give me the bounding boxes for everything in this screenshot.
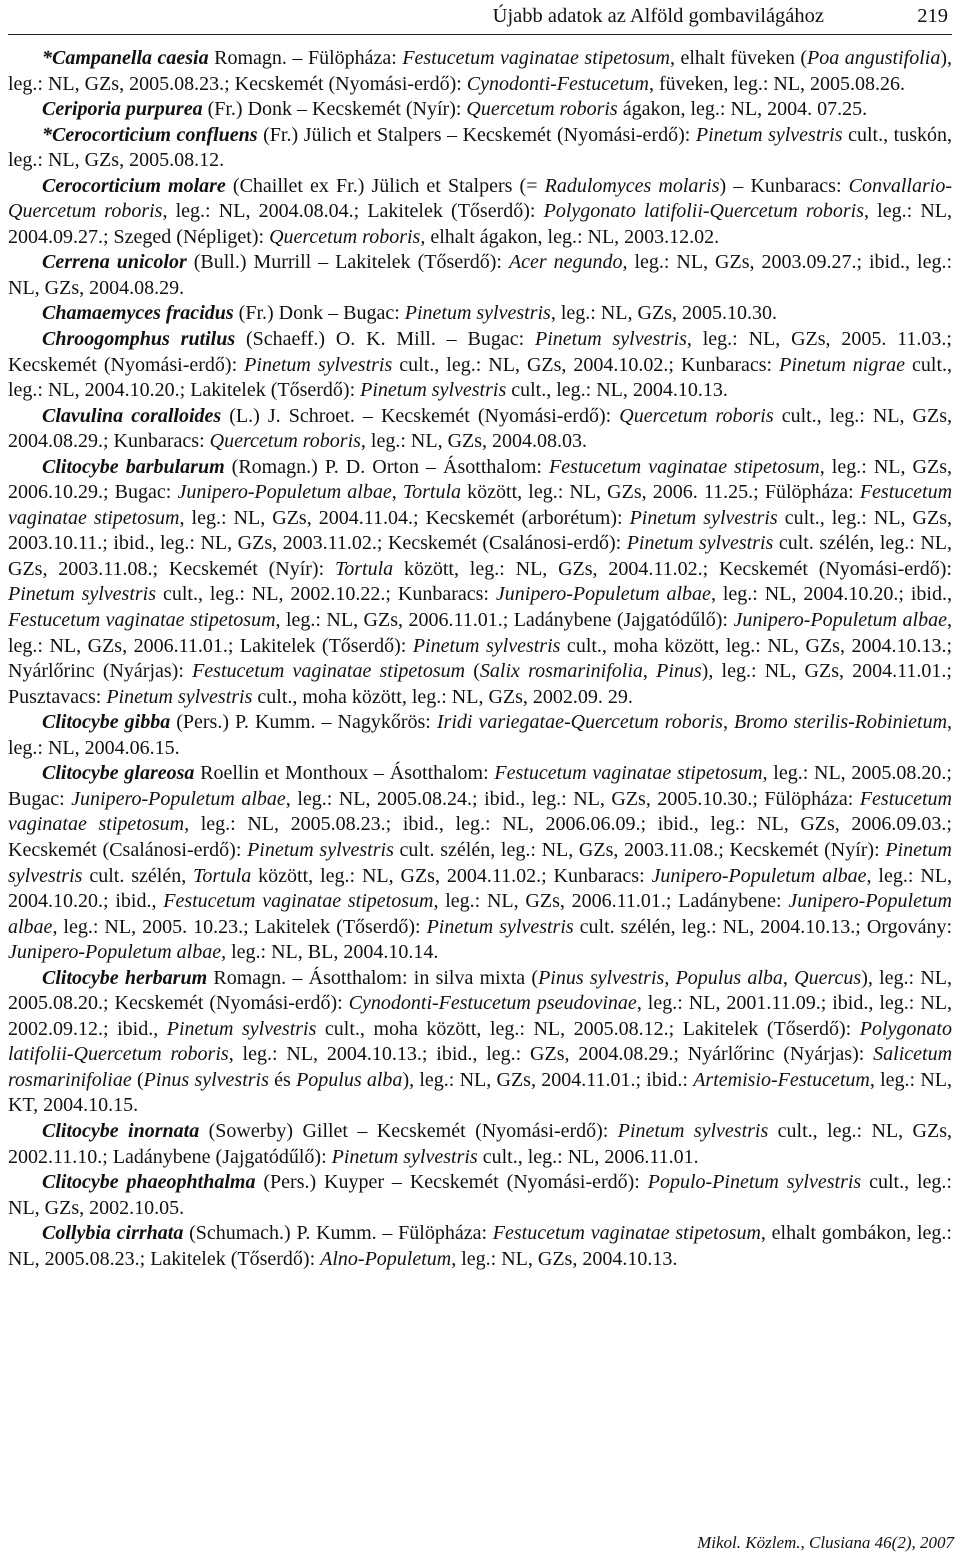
record-text: ), leg.: NL, GZs, 2004.11.01.; Pusztavacs:	[8, 660, 952, 708]
species-entry	[8, 1119, 952, 1170]
record-text: cult., moha között, leg.: NL, GZs, 2004.10.13.; Nyárlőrinc (Nyárjas):	[8, 634, 952, 683]
record-text: , leg.: NL, 2004.06.15.	[8, 711, 953, 759]
record-text: (Fr.) Donk – Kecskemét (Nyír):	[202, 98, 467, 121]
record-text: , leg.: NL, GZs, 2004.08.03.	[360, 430, 588, 453]
record-text: , leg.: NL, GZs, 2006.11.01.; Ladánybene:	[433, 890, 789, 913]
habitat-name: Pinetum sylvestris	[360, 379, 507, 402]
record-text: , elhalt ágakon, leg.: NL, 2003.12.02.	[420, 225, 720, 248]
record-text: között, leg.: NL, GZs, 2004.11.02.; Kunbaracs:	[251, 864, 652, 887]
record-text: , leg.: NL, GZs, 2005.10.30.	[550, 302, 777, 325]
habitat-name: Pinetum sylvestris	[331, 1145, 478, 1168]
record-text: , leg.: NL, KT, 2004.10.15.	[8, 1068, 952, 1117]
record-text: ), leg.: NL, GZs, 2005.08.23.; Kecskemét (Nyomási-erdő):	[8, 47, 952, 95]
habitat-name: Cynodonti-Festucetum pseudovinae	[348, 992, 637, 1015]
habitat-name: Junipero-Populetum albae	[177, 481, 392, 504]
record-text: , leg.: NL, 2004.10.20.; ibid.,	[8, 864, 952, 913]
habitat-name: Tortula	[402, 481, 462, 504]
species-entry	[8, 301, 952, 327]
habitat-name: Radulomyces molaris	[544, 174, 720, 197]
record-text: (L.) J. Schroet. – Kecskemét (Nyomási-erdő):	[221, 404, 620, 427]
species-name: *Campanella caesia	[42, 47, 209, 69]
record-text: , elhalt füveken (	[669, 47, 808, 69]
habitat-name: Pinetum sylvestris	[535, 328, 687, 351]
species-name: Cerocorticium molare	[42, 174, 226, 197]
record-text: ,	[664, 966, 676, 989]
species-name: Clitocybe gibba	[42, 711, 171, 734]
species-entry	[8, 46, 952, 97]
habitat-name: Pinetum sylvestris	[695, 123, 843, 146]
record-text: , leg.: NL, GZs, 2006.11.01.; Ladánybene (Jajgatódűlő):	[275, 609, 734, 632]
record-text: között, leg.: NL, GZs, 2004.11.02.; Kecskemét (Nyomási-erdő):	[393, 557, 952, 580]
record-text: ,	[722, 711, 734, 734]
habitat-name: Pinus sylvestris	[143, 1068, 269, 1091]
habitat-name: Iridi variegatae-Quercetum roboris	[436, 711, 723, 734]
habitat-name: Populo-Pinetum sylvestris	[647, 1171, 862, 1194]
record-text: cult., leg.: NL, GZs, 2002.11.10.; Ladánybene (Jajgatódűlő):	[8, 1119, 952, 1168]
habitat-name: Quercetum roboris	[619, 404, 774, 427]
record-text: (Bull.) Murrill – Lakitelek (Tőserdő):	[186, 251, 509, 274]
species-entry	[8, 327, 952, 404]
species-name: Clavulina coralloides	[42, 404, 222, 427]
record-text: ágakon, leg.: NL, 2004. 07.25.	[617, 98, 868, 121]
habitat-name: Festucetum vaginatae stipetosum	[8, 787, 952, 836]
species-name: Chroogomphus rutilus	[42, 328, 236, 351]
habitat-name: Convallario-Quercetum roboris	[8, 174, 952, 223]
habitat-name: Quercetum roboris	[209, 430, 361, 453]
habitat-name: Artemisio-Festucetum	[693, 1068, 870, 1091]
species-name: Clitocybe phaeophthalma	[42, 1171, 256, 1194]
habitat-name: Salix rosmarinifolia	[479, 660, 643, 683]
record-text: között, leg.: NL, GZs, 2006. 11.25.; Fülöpháza:	[461, 481, 860, 504]
habitat-name: Populus alba	[296, 1068, 403, 1091]
habitat-name: Salicetum rosmarinifoliae	[8, 1043, 953, 1091]
habitat-name: Junipero-Populetum albae	[71, 787, 286, 810]
record-text: , füveken, leg.: NL, 2005.08.26.	[648, 72, 906, 95]
record-text: ), leg.: NL, 2005.08.20.; Kecskemét (Nyomási-erdő):	[8, 966, 953, 1015]
page-number: 219	[917, 5, 948, 27]
species-entry	[8, 174, 952, 251]
record-text: (	[131, 1068, 144, 1091]
species-name: *Cerocorticium confluens	[42, 123, 258, 146]
record-text: , leg.: NL, GZs, 2004.10.13.	[451, 1247, 678, 1270]
species-name: Clitocybe herbarum	[42, 966, 208, 989]
species-entry	[8, 761, 952, 965]
species-name: Clitocybe glareosa	[42, 762, 195, 785]
habitat-name: Tortula	[334, 557, 394, 580]
habitat-name: Festucetum vaginatae stipetosum	[402, 47, 670, 69]
habitat-name: Festucetum vaginatae stipetosum	[8, 609, 276, 632]
habitat-name: Quercus	[794, 966, 862, 989]
habitat-name: Festucetum vaginatae stipetosum	[8, 481, 953, 529]
habitat-name: Pinetum sylvestris	[617, 1119, 769, 1142]
species-name: Clitocybe barbularum	[42, 455, 225, 478]
habitat-name: Festucetum vaginatae stipetosum	[192, 660, 466, 683]
habitat-name: Pinetum sylvestris	[244, 353, 393, 376]
record-text: (Pers.) P. Kumm. – Nagykőrös:	[170, 711, 437, 734]
record-text: (Chaillet ex Fr.) Jülich et Stalpers (=	[225, 174, 545, 197]
habitat-name: Junipero-Populetum albae	[495, 583, 711, 606]
record-text: (Fr.) Donk – Bugac:	[233, 302, 405, 325]
record-text: (Pers.) Kuyper – Kecskemét (Nyomási-erdő):	[255, 1171, 648, 1194]
record-text: Romagn. – Fülöpháza:	[208, 47, 403, 69]
record-text: cult., moha között, leg.: NL, 2005.08.12.; Lakitelek (Tőserdő):	[316, 1017, 860, 1040]
habitat-name: Pinus	[656, 660, 702, 683]
species-entry	[8, 710, 952, 761]
species-name: Cerrena unicolor	[42, 251, 187, 274]
habitat-name: Pinetum sylvestris	[629, 506, 778, 529]
record-text: , leg.: NL, GZs, 2004.11.04.; Kecskemét (arborétum):	[179, 506, 630, 529]
record-text: ,	[391, 481, 403, 504]
habitat-name: Alno-Populetum	[320, 1247, 452, 1270]
record-text: cult. szélén, leg.: NL, GZs, 2003.11.08.; Kecskemét (Nyír):	[393, 838, 886, 861]
record-text: ,	[642, 660, 657, 683]
habitat-name: Polygonato latifolii-Quercetum roboris	[543, 200, 865, 223]
record-text: cult. szélén, leg.: NL, 2004.10.13.; Orgovány:	[573, 915, 953, 938]
record-text: , leg.: NL, GZs, 2005. 11.03.; Kecskemét (Nyomási-erdő):	[8, 328, 952, 376]
habitat-name: Pinus sylvestris	[538, 966, 665, 989]
species-list	[8, 46, 952, 1272]
habitat-name: Junipero-Populetum albae	[651, 864, 867, 887]
habitat-name: Poa angustifolia	[807, 47, 941, 69]
record-text: (Fr.) Jülich et Stalpers – Kecskemét (Nyomási-erdő):	[257, 123, 696, 146]
habitat-name: Festucetum vaginatae stipetosum	[492, 1222, 761, 1245]
habitat-name: Pinetum sylvestris	[106, 685, 253, 708]
record-text: , leg.: NL, 2004.09.27.; Szeged (Népliget):	[8, 200, 953, 248]
species-entry	[8, 1221, 952, 1272]
footer-citation: Mikol. Közlem., Clusiana 46(2), 2007	[697, 1533, 954, 1552]
record-text: ), leg.: NL, GZs, 2004.11.01.; ibid.:	[402, 1068, 694, 1091]
habitat-name: Festucetum vaginatae stipetosum	[549, 455, 820, 478]
species-entry	[8, 97, 952, 123]
record-text: , elhalt gombákon, leg.: NL, 2005.08.23.; Lakitelek (Tőserdő):	[8, 1222, 952, 1270]
record-text: cult., tuskón, leg.: NL, GZs, 2005.08.12.	[8, 123, 952, 172]
record-text: cult., leg.: NL, 2004.10.20.; Lakitelek (Tőserdő):	[8, 353, 953, 402]
record-text: cult. szélén, leg.: NL, GZs, 2003.11.08.; Kecskemét (Nyír):	[8, 532, 952, 580]
record-text: ) – Kunbaracs:	[719, 174, 849, 197]
record-text: , leg.: NL, 2005.08.24.; ibid., leg.: NL, GZs, 2005.10.30.; Fülöpháza:	[285, 787, 860, 810]
record-text: , leg.: NL, 2001.11.09.; ibid., leg.: NL, 2002.09.12.; ibid.,	[8, 992, 952, 1040]
record-text: (Schaeff.) O. K. Mill. – Bugac:	[235, 328, 535, 351]
species-entry	[8, 455, 952, 710]
running-header	[8, 4, 952, 35]
habitat-name: Quercetum roboris	[466, 98, 618, 121]
habitat-name: Pinetum sylvestris	[166, 1017, 317, 1040]
species-entry	[8, 1170, 952, 1221]
record-text: , leg.: NL, 2005. 10.23.; Lakitelek (Tőserdő):	[52, 915, 427, 938]
habitat-name: Festucetum vaginatae stipetosum	[494, 762, 763, 785]
record-text: cult., leg.: NL, 2004.10.13.	[506, 379, 728, 402]
record-text: cult. szélén,	[82, 864, 194, 887]
record-text: cult., leg.: NL, 2002.10.22.; Kunbaracs:	[156, 583, 496, 606]
record-text: (	[465, 660, 480, 683]
habitat-name: Junipero-Populetum albae	[8, 941, 222, 964]
species-entry	[8, 966, 952, 1119]
record-text: , leg.: NL, GZs, 2003.09.27.; ibid., leg.: NL, GZs, 2004.08.29.	[8, 251, 952, 299]
habitat-name: Cynodonti-Festucetum	[466, 72, 649, 95]
record-text: ,	[782, 966, 795, 989]
record-text: , leg.: NL, 2004.10.20.; ibid.,	[710, 583, 952, 606]
habitat-name: Pinetum sylvestris	[426, 915, 574, 938]
habitat-name: Pinetum sylvestris	[626, 532, 774, 555]
record-text: cult., leg.: NL, GZs, 2002.10.05.	[8, 1171, 952, 1219]
record-text: cult., leg.: NL, GZs, 2003.10.11.; ibid., leg.: NL, GZs, 2003.11.02.; Kecskemét (Csalánosi-erdő):	[8, 506, 952, 555]
habitat-name: Junipero-Populetum albae	[8, 890, 952, 938]
habitat-name: Populus alba	[675, 966, 783, 989]
record-text: cult., moha között, leg.: NL, GZs, 2002.09. 29.	[252, 685, 633, 708]
record-text: és	[268, 1068, 297, 1091]
habitat-name: Pinetum sylvestris	[412, 634, 561, 657]
record-text: Romagn. – Ásotthalom: in silva mixta (	[207, 966, 539, 989]
running-title: Újabb adatok az Alföld gombavilágához	[492, 5, 824, 27]
record-text: (Schumach.) P. Kumm. – Fülöpháza:	[183, 1222, 493, 1245]
record-text: , leg.: NL, GZs, 2006.11.01.; Lakitelek (Tőserdő):	[8, 609, 952, 657]
species-name: Clitocybe inornata	[42, 1119, 200, 1142]
species-entry	[8, 250, 952, 301]
species-entry	[8, 404, 952, 455]
habitat-name: Bromo sterilis-Robinietum	[733, 711, 948, 734]
record-text: Roellin et Monthoux – Ásotthalom:	[194, 762, 495, 785]
record-text: , leg.: NL, GZs, 2006.10.29.; Bugac:	[8, 455, 952, 504]
species-name: Ceriporia purpurea	[42, 98, 203, 121]
habitat-name: Acer negundo	[508, 251, 623, 274]
habitat-name: Pinetum sylvestris	[247, 838, 394, 861]
record-text: (Romagn.) P. D. Orton – Ásotthalom:	[224, 455, 549, 478]
record-text: , leg.: NL, BL, 2004.10.14.	[221, 941, 439, 964]
species-name: Collybia cirrhata	[42, 1222, 184, 1245]
species-name: Chamaemyces fracidus	[42, 302, 234, 325]
species-entry	[8, 123, 952, 174]
habitat-name: Pinetum sylvestris	[8, 838, 952, 887]
record-text: , leg.: NL, 2004.08.04.; Lakitelek (Tőserdő):	[162, 200, 544, 223]
habitat-name: Quercetum roboris	[269, 225, 421, 248]
record-text: cult., leg.: NL, GZs, 2004.10.02.; Kunbaracs:	[392, 353, 780, 376]
record-text: , leg.: NL, 2005.08.20.; Bugac:	[8, 762, 952, 810]
habitat-name: Pinetum sylvestris	[8, 583, 157, 606]
habitat-name: Tortula	[193, 864, 252, 887]
habitat-name: Junipero-Populetum albae	[733, 609, 947, 632]
record-text: , leg.: NL, 2005.08.23.; ibid., leg.: NL, 2006.06.09.; ibid., leg.: NL, GZs, 2006.09.03.; Kecskemét (Csalánosi-erdő):	[8, 813, 952, 861]
habitat-name: Polygonato latifolii-Quercetum roboris	[8, 1017, 952, 1066]
record-text: cult., leg.: NL, GZs, 2004.08.29.; Kunbaracs:	[8, 404, 952, 453]
record-text: (Sowerby) Gillet – Kecskemét (Nyomási-erdő):	[199, 1119, 618, 1142]
habitat-name: Pinetum nigrae	[779, 353, 905, 376]
record-text: cult., leg.: NL, 2006.11.01.	[477, 1145, 699, 1168]
record-text: , leg.: NL, 2004.10.13.; ibid., leg.: GZs, 2004.08.29.; Nyárlőrinc (Nyárjas):	[228, 1043, 874, 1066]
habitat-name: Festucetum vaginatae stipetosum	[163, 890, 434, 913]
habitat-name: Pinetum sylvestris	[404, 302, 551, 325]
